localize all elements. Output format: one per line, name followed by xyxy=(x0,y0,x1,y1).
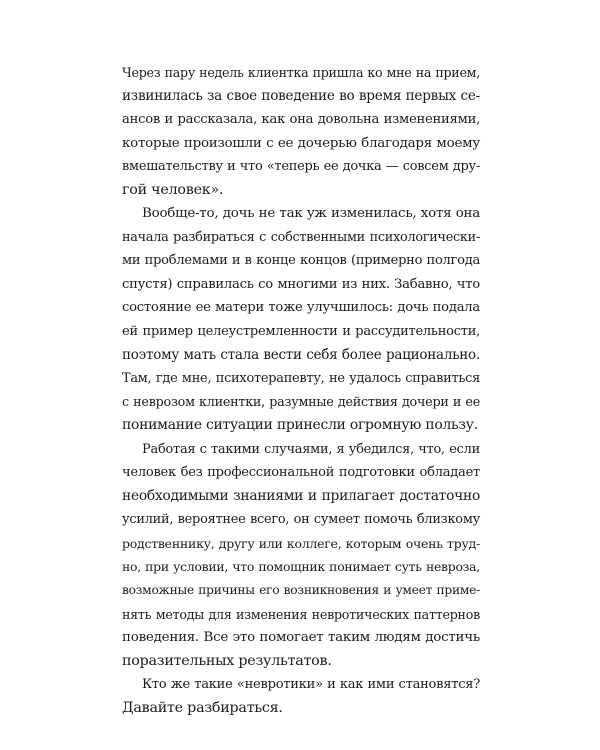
text-line: понимание ситуации принесли огромную пользу. xyxy=(122,417,478,434)
text-line: ми проблемами и в конце концов (примерно полгода xyxy=(122,253,480,269)
text-line: начала разбираться с собственными психологически- xyxy=(122,229,480,245)
paragraph-3 xyxy=(122,438,480,673)
text-line: Там, где мне, психотерапевту, не удалось справиться xyxy=(122,371,480,387)
text-line: нять методы для изменения невротических паттернов xyxy=(122,606,480,622)
text-line: с неврозом клиентки, разумные действия дочери и ее xyxy=(122,394,480,410)
text-line: усилий, вероятнее всего, он сумеет помочь близкому xyxy=(122,512,480,528)
text-line: поведения. Все это помогает таким людям достичь xyxy=(122,630,480,646)
text-line: поразительных результатов. xyxy=(122,652,332,669)
text-line: состояние ее матери тоже улучшилось: дочь подала xyxy=(122,300,480,316)
page-body xyxy=(122,61,480,720)
text-line: но, при условии, что помощник понимает суть невроза, xyxy=(122,559,480,575)
paragraph-2 xyxy=(122,202,480,437)
paragraph-4 xyxy=(122,673,480,720)
text-line: которые произошли с ее дочерью благодаря моему xyxy=(122,135,480,151)
text-line: Кто же такие «невротики» и как ими становятся? xyxy=(142,677,480,693)
text-line: возможные причины его возникновения и умеет приме- xyxy=(122,583,480,598)
text-line: человек без профессиональной подготовки обладает xyxy=(122,465,480,481)
text-line: Вообще-то, дочь не так уж изменилась, хотя она xyxy=(142,206,480,222)
text-line: Давайте разбираться. xyxy=(122,699,283,716)
text-line: Через пару недель клиентка пришла ко мне на прием, xyxy=(122,65,480,80)
text-line: извинилась за свое поведение во время первых се- xyxy=(122,87,480,104)
text-line: спустя) справилась со многими из них. Забавно, что xyxy=(122,276,480,292)
text-line: ей пример целеустремленности и рассудительности, xyxy=(122,324,480,340)
text-line: Работая с такими случаями, я убедился, что, если xyxy=(142,441,480,457)
text-line: гой человек». xyxy=(122,181,224,198)
paragraph-1 xyxy=(122,61,480,202)
text-line: родственнику, другу или коллеге, которым очень труд- xyxy=(122,535,480,551)
text-line: поэтому мать стала вести себя более рационально. xyxy=(122,346,480,363)
text-line: ансов и рассказала, как она довольна изменениями, xyxy=(122,112,480,128)
text-line: вмешательству и что «теперь ее дочка — совсем дру- xyxy=(122,159,480,175)
text-line: необходимыми знаниями и прилагает достаточно xyxy=(122,487,480,504)
